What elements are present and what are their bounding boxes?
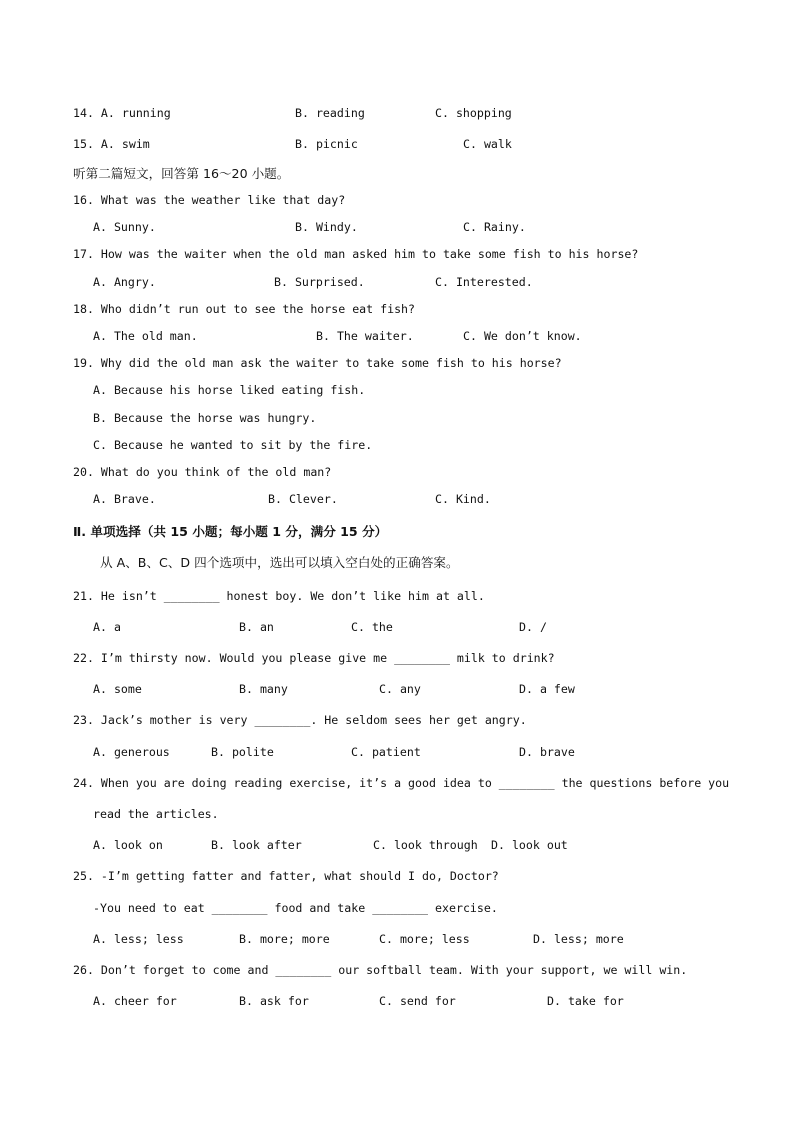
q22-options — [93, 679, 713, 699]
q20-options — [93, 489, 713, 509]
question-14 — [73, 103, 723, 123]
q26-option-c: C. send for — [379, 994, 456, 1008]
q17-option-b: B. Surprised. — [274, 275, 365, 289]
q22-option-a: A. some — [93, 682, 142, 696]
q20-option-a: A. Brave. — [93, 492, 156, 506]
q25-stem: 25. -I’m getting fatter and fatter, what should I do, Doctor? — [73, 869, 499, 883]
q25-options — [93, 929, 713, 949]
q25-option-c: C. more; less — [379, 932, 470, 946]
q23-option-c: C. patient — [351, 745, 421, 759]
q22-option-d: D. a few — [519, 682, 575, 696]
q22-option-c: C. any — [379, 682, 421, 696]
q21-option-a: A. a — [93, 620, 121, 634]
q25-option-a: A. less; less — [93, 932, 184, 946]
q17-option-c: C. Interested. — [435, 275, 533, 289]
q24-option-d: D. look out — [491, 838, 568, 852]
q23-option-b: B. polite — [211, 745, 274, 759]
q25-stem-continued: -You need to eat ________ food and take ________ exercise. — [93, 901, 498, 915]
q24-option-a: A. look on — [93, 838, 163, 852]
q23-option-d: D. brave — [519, 745, 575, 759]
q24-option-b: B. look after — [211, 838, 302, 852]
q21-options — [93, 617, 713, 637]
q18-options — [93, 326, 713, 346]
q14-stem-option-a: 14. A. running — [73, 106, 171, 120]
question-15 — [73, 134, 723, 154]
q17-options — [93, 272, 713, 292]
q16-option-b: B. Windy. — [295, 220, 358, 234]
q18-option-b: B. The waiter. — [316, 329, 414, 343]
section-2-title: Ⅱ. 单项选择（共 15 小题；每小题 1 分，满分 15 分） — [73, 524, 388, 539]
q22-option-b: B. many — [239, 682, 288, 696]
q15-option-b: B. picnic — [295, 137, 358, 151]
q23-options — [93, 742, 713, 762]
q26-option-b: B. ask for — [239, 994, 309, 1008]
q19-option-b: B. Because the horse was hungry. — [93, 411, 317, 425]
passage2-instruction: 听第二篇短文，回答第 16～20 小题。 — [73, 166, 290, 181]
q21-stem: 21. He isn’t ________ honest boy. We don’t like him at all. — [73, 589, 485, 603]
q18-stem: 18. Who didn’t run out to see the horse eat fish? — [73, 302, 416, 316]
q24-option-c: C. look through — [373, 838, 478, 852]
q16-option-a: A. Sunny. — [93, 220, 156, 234]
q20-stem: 20. What do you think of the old man? — [73, 465, 332, 479]
q17-option-a: A. Angry. — [93, 275, 156, 289]
q22-stem: 22. I’m thirsty now. Would you please give me ________ milk to drink? — [73, 651, 555, 665]
q21-option-c: C. the — [351, 620, 393, 634]
q21-option-d: D. / — [519, 620, 547, 634]
q24-stem: 24. When you are doing reading exercise, it’s a good idea to ________ the questions before you — [73, 776, 730, 790]
q20-option-c: C. Kind. — [435, 492, 491, 506]
q19-option-a: A. Because his horse liked eating fish. — [93, 383, 366, 397]
q16-options — [93, 217, 713, 237]
q21-option-b: B. an — [239, 620, 274, 634]
q24-options — [93, 835, 713, 855]
q19-option-c: C. Because he wanted to sit by the fire. — [93, 438, 373, 452]
q16-option-c: C. Rainy. — [463, 220, 526, 234]
section-2-instruction: 从 A、B、C、D 四个选项中，选出可以填入空白处的正确答案。 — [100, 555, 459, 570]
q20-option-b: B. Clever. — [268, 492, 338, 506]
q25-option-d: D. less; more — [533, 932, 624, 946]
q14-option-b: B. reading — [295, 106, 365, 120]
q26-options — [93, 991, 713, 1011]
q18-option-a: A. The old man. — [93, 329, 198, 343]
q26-option-a: A. cheer for — [93, 994, 177, 1008]
q24-stem-continued: read the articles. — [93, 807, 219, 821]
q26-stem: 26. Don’t forget to come and ________ our softball team. With your support, we will win. — [73, 963, 688, 977]
q26-option-d: D. take for — [547, 994, 624, 1008]
q15-option-c: C. walk — [463, 137, 512, 151]
q14-option-c: C. shopping — [435, 106, 512, 120]
q25-option-b: B. more; more — [239, 932, 330, 946]
q17-stem: 17. How was the waiter when the old man asked him to take some fish to his horse? — [73, 247, 639, 261]
q16-stem: 16. What was the weather like that day? — [73, 193, 346, 207]
q19-stem: 19. Why did the old man ask the waiter to take some fish to his horse? — [73, 356, 562, 370]
q23-option-a: A. generous — [93, 745, 170, 759]
q15-stem-option-a: 15. A. swim — [73, 137, 150, 151]
q18-option-c: C. We don’t know. — [463, 329, 582, 343]
q23-stem: 23. Jack’s mother is very ________. He seldom sees her get angry. — [73, 713, 527, 727]
